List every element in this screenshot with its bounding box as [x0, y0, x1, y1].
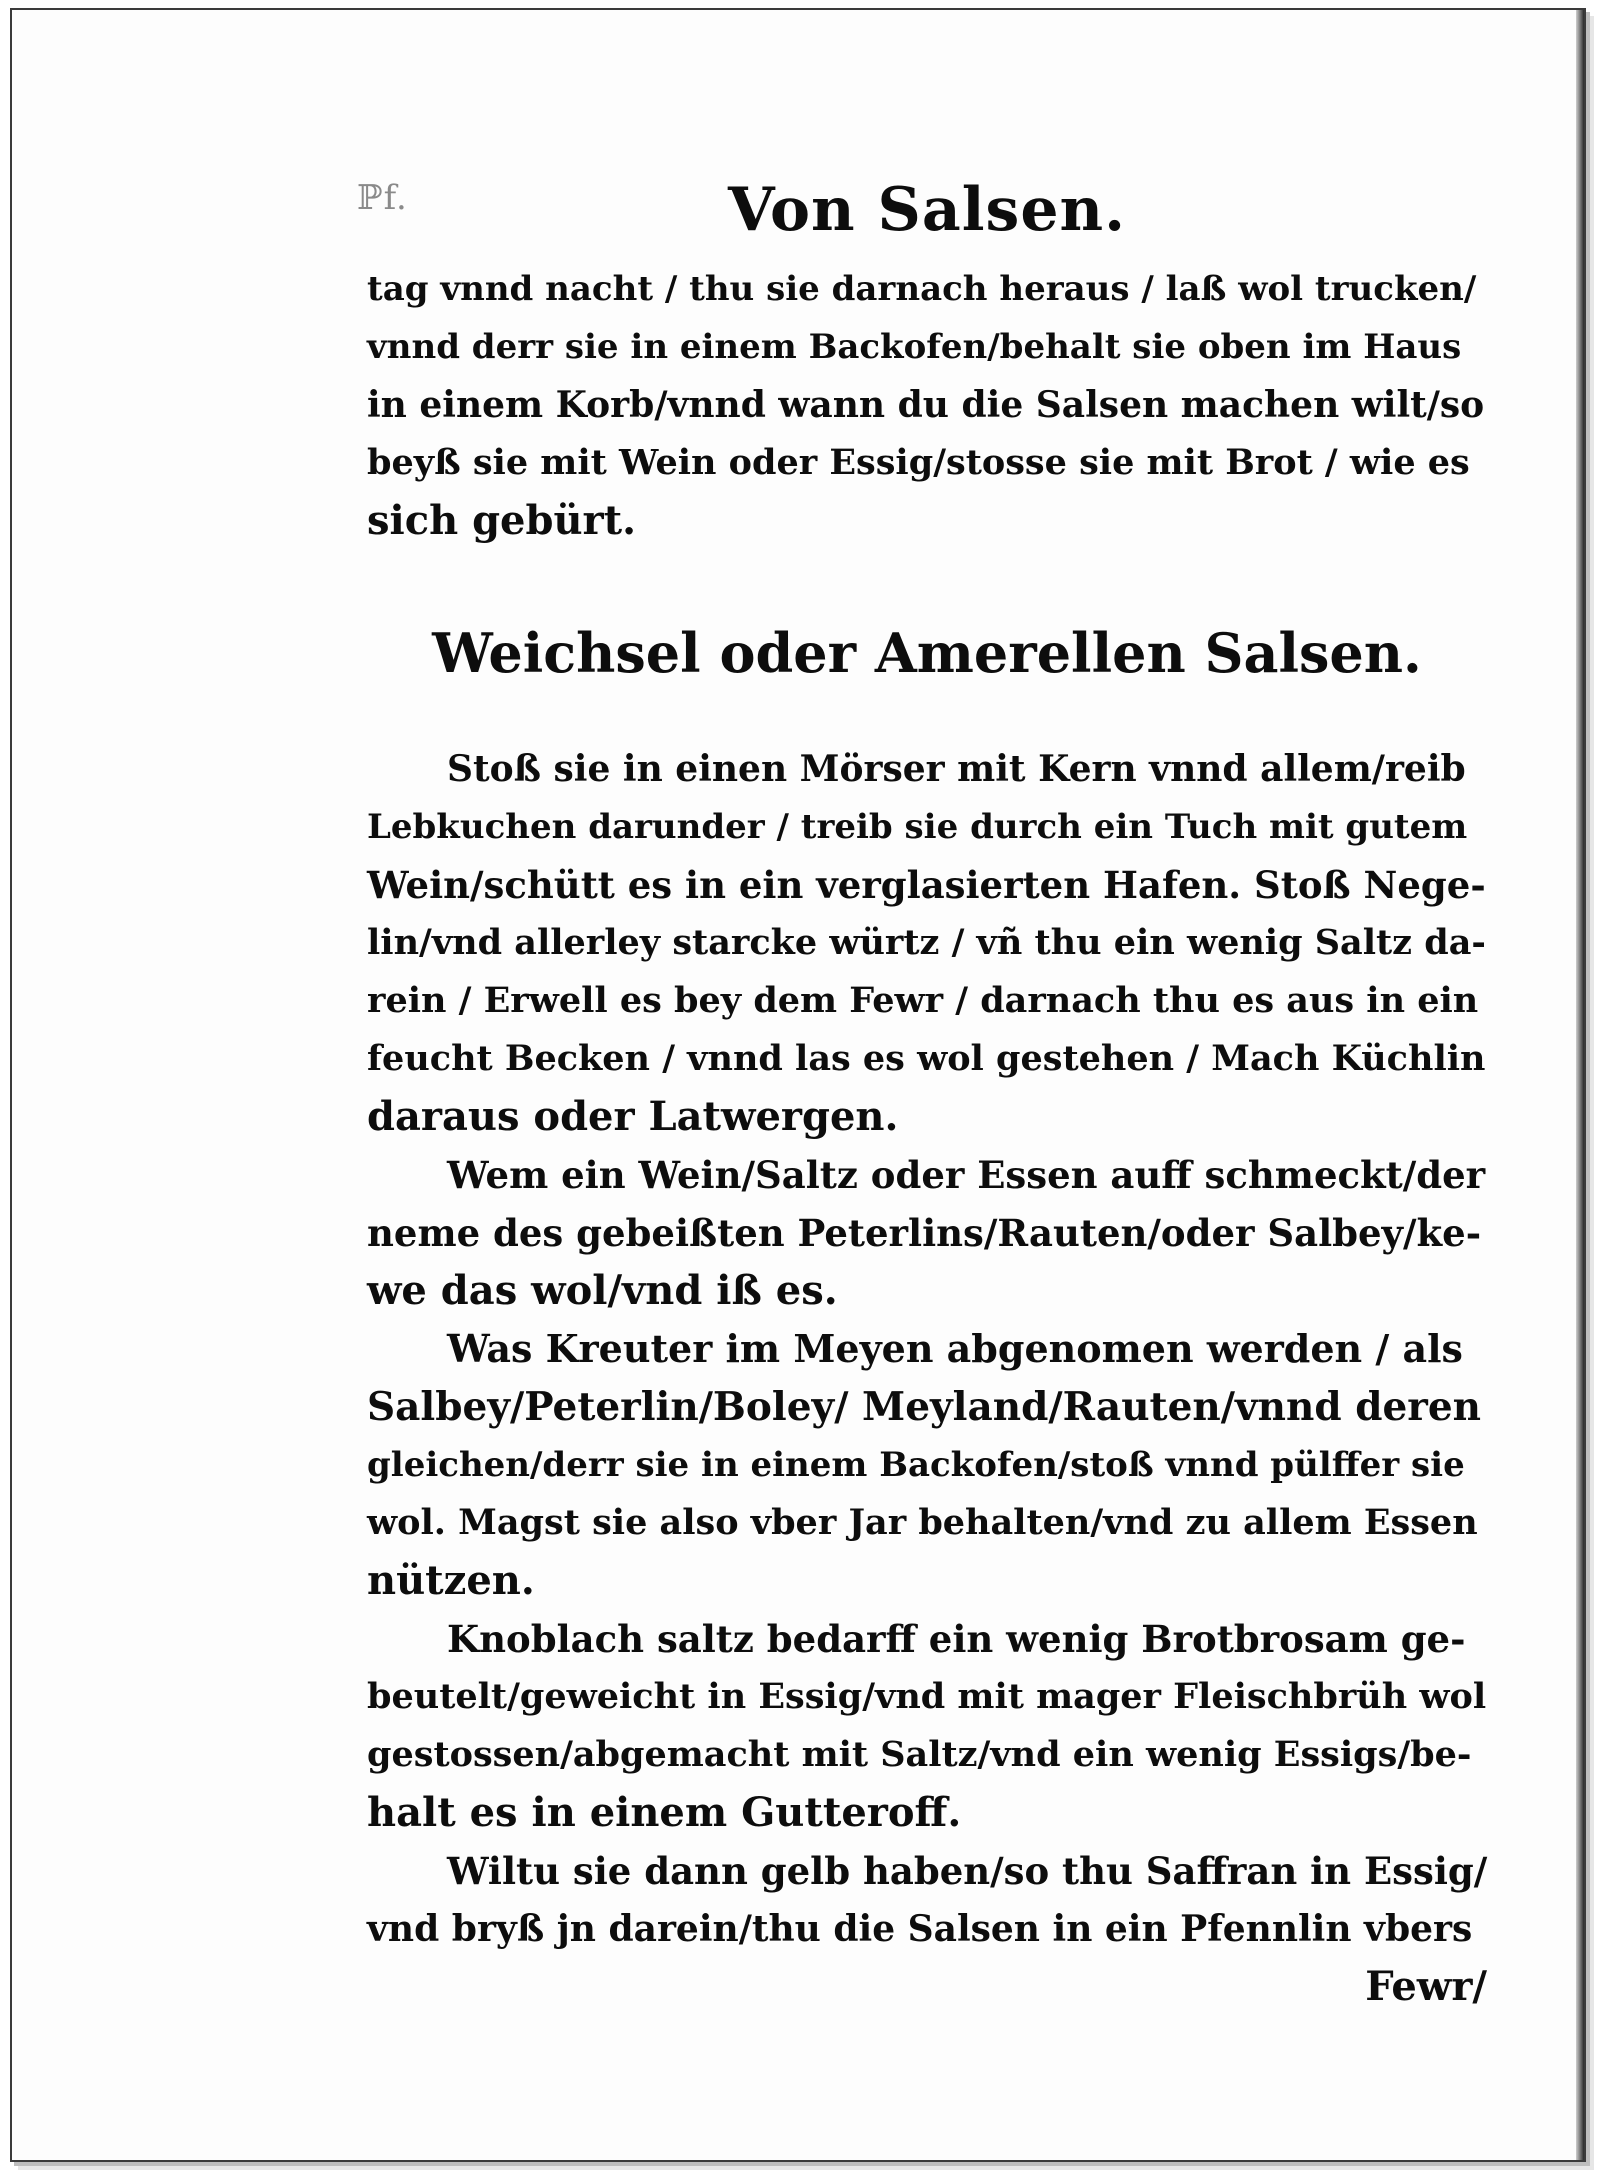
running-head-text: Von Salsen. — [727, 175, 1127, 245]
page-edge-shadow — [1576, 10, 1584, 2160]
text-line: Wem ein Wein/Saltz oder Essen auff schmeckt/der — [447, 1153, 1486, 1197]
folio-mark: ℙf. — [357, 178, 408, 218]
text-line: gleichen/derr sie in einem Backofen/stoß vnnd pülffer sie — [367, 1445, 1465, 1485]
text-line: we das wol/vnd iß es. — [367, 1267, 838, 1314]
text-line: Lebkuchen darunder / treib sie durch ein Tuch mit gutem — [367, 807, 1468, 847]
text-line: lin/vnd allerley starcke würtz / vñ thu ein wenig Saltz da- — [367, 922, 1486, 963]
text-line: Wiltu sie dann gelb haben/so thu Saffran in Essig/ — [447, 1849, 1488, 1893]
paragraph — [367, 1610, 1487, 1842]
text-line: tag vnnd nacht / thu sie darnach heraus / laß wol trucken/ — [367, 269, 1477, 309]
text-line: sich gebürt. — [367, 497, 637, 544]
page-scan — [10, 8, 1586, 2162]
paragraph — [367, 1320, 1487, 1610]
text-line: Stoß sie in einen Mörser mit Kern vnnd allem/reib — [447, 748, 1466, 790]
text-line: Wein/schütt es in ein verglasierten Hafen. Stoß Nege- — [367, 863, 1486, 907]
text-line: halt es in einem Gutteroff. — [367, 1789, 962, 1836]
page-content — [357, 160, 1488, 2016]
running-head — [357, 160, 1487, 260]
text-line: Salbey/Peterlin/Boley/ Meyland/Rauten/vnnd deren — [367, 1384, 1481, 1430]
text-line: vnnd derr sie in einem Backofen/behalt sie oben im Haus — [367, 327, 1462, 367]
text-line: wol. Magst sie also vber Jar behalten/vnd zu allem Essen — [367, 1502, 1478, 1543]
paragraph — [367, 1842, 1487, 1958]
text-line: daraus oder Latwergen. — [367, 1093, 899, 1140]
text-line: Knoblach saltz bedarff ein wenig Brotbrosam ge- — [447, 1617, 1466, 1661]
text-line: in einem Korb/vnnd wann du die Salsen machen wilt/so — [367, 384, 1485, 426]
text-line: beutelt/geweicht in Essig/vnd mit mager Fleischbrüh wol — [367, 1676, 1487, 1717]
intro-block — [367, 260, 1487, 550]
section-heading: Weichsel oder Amerellen Salsen. — [432, 621, 1422, 685]
text-line: vnd bryß jn darein/thu die Salsen in ein Pfennlin vbers — [367, 1908, 1473, 1950]
text-line: nützen. — [367, 1557, 535, 1604]
text-line: Was Kreuter im Meyen abgenomen werden / als — [447, 1326, 1463, 1371]
text-line: beyß sie mit Wein oder Essig/stosse sie mit Brot / wie es — [367, 442, 1470, 483]
text-line: feucht Becken / vnnd las es wol gestehen / Mach Küchlin — [367, 1038, 1486, 1079]
paragraph — [367, 740, 1487, 1146]
paragraph — [367, 1146, 1487, 1320]
text-line: rein / Erwell es bey dem Fewr / darnach thu es aus in ein — [367, 980, 1479, 1021]
text-line: neme des gebeißten Peterlins/Rauten/oder Salbey/ke- — [367, 1211, 1482, 1255]
text-line: gestossen/abgemacht mit Saltz/vnd ein wenig Essigs/be- — [367, 1734, 1472, 1775]
catchword: Fewr/ — [1365, 1963, 1487, 2010]
